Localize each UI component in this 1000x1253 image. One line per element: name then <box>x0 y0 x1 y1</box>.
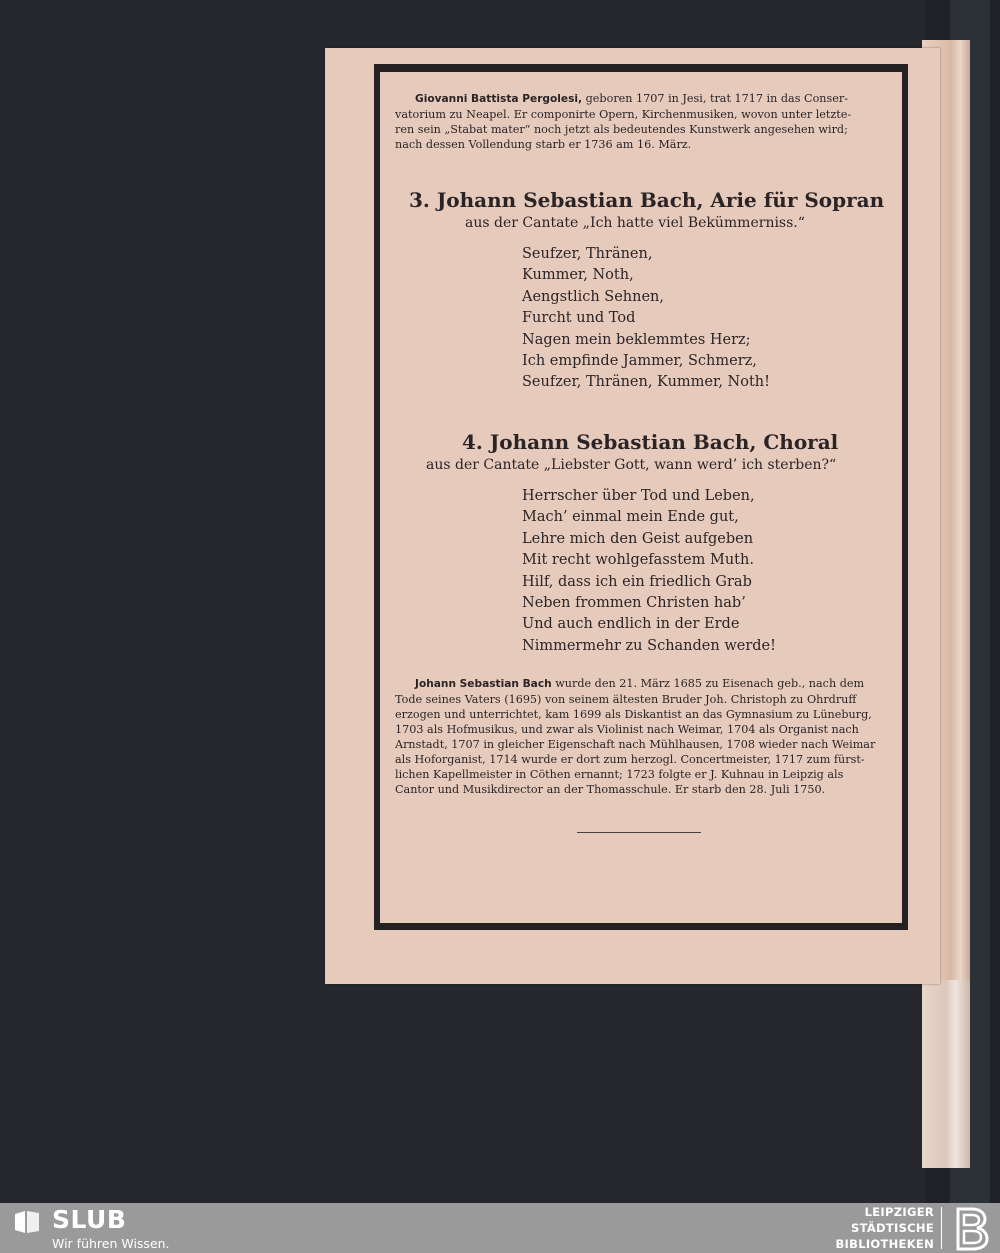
intro-line-3: ren sein „Stabat mater“ noch jetzt als bedeutendes Kunstwerk angesehen wird; <box>395 123 848 136</box>
verse-line: Lehre mich den Geist aufgeben <box>522 530 754 547</box>
verse-line: Neben frommen Christen hab’ <box>522 595 746 612</box>
verse-line: Kummer, Noth, <box>522 267 634 284</box>
verse-line: Mit recht wohlgefasstem Muth. <box>522 552 754 569</box>
bio-line-1: wurde den 21. März 1685 zu Eisenach geb., nach dem <box>555 677 865 690</box>
slub-title[interactable]: SLUB <box>52 1205 127 1234</box>
intro-line-4: nach dessen Vollendung starb er 1736 am 16. März. <box>395 138 692 151</box>
verse-line: Ich empfinde Jammer, Schmerz, <box>522 353 757 370</box>
bio-line-7: lichen Kapellmeister in Cöthen ernannt; 1723 folgte er J. Kuhnau in Leipzig als <box>395 768 844 781</box>
slub-book-icon[interactable] <box>13 1210 41 1234</box>
pergolesi-name: Giovanni Battista Pergolesi, <box>415 93 583 105</box>
library-name-line: STÄDTISCHE <box>850 1221 934 1235</box>
piece-3-subheading: aus der Cantate „Ich hatte viel Bekümmerniss.“ <box>465 215 805 231</box>
closing-rule <box>577 832 701 833</box>
piece-4-subheading: aus der Cantate „Liebster Gott, wann werd’ ich sterben?“ <box>426 457 837 473</box>
piece-4-verse <box>522 486 776 657</box>
verse-line: Seufzer, Thränen, <box>522 246 653 262</box>
verse-line: Aengstlich Sehnen, <box>522 288 665 305</box>
footer-divider <box>941 1207 942 1249</box>
intro-line-1: geboren 1707 in Jesi, trat 1717 in das Conser- <box>585 92 849 105</box>
library-name-line: BIBLIOTHEKEN <box>835 1237 934 1251</box>
bio-line-5: Arnstadt, 1707 in gleicher Eigenschaft nach Mühlhausen, 1708 wieder nach Weimar <box>395 738 876 751</box>
library-name[interactable] <box>834 1204 934 1252</box>
library-b-logo-icon[interactable] <box>950 1206 992 1252</box>
bio-line-4: 1703 als Hofmusikus, und zwar als Violinist nach Weimar, 1704 als Organist nach <box>395 723 859 736</box>
verse-line: Nagen mein beklemmtes Herz; <box>522 331 751 348</box>
bach-name: Johann Sebastian Bach <box>415 678 552 690</box>
bio-line-3: erzogen und unterrichtet, kam 1699 als Diskantist an das Gymnasium zu Lüneburg, <box>395 708 872 721</box>
bio-line-8: Cantor und Musikdirector an der Thomasschule. Er starb den 28. Juli 1750. <box>395 783 826 796</box>
library-name-line: LEIPZIGER <box>864 1205 934 1219</box>
verse-line: Herrscher über Tod und Leben, <box>522 488 755 504</box>
verse-line: Und auch endlich in der Erde <box>522 616 740 633</box>
bach-biography <box>395 676 885 797</box>
slub-tagline: Wir führen Wissen. <box>52 1236 170 1251</box>
verse-line: Seufzer, Thränen, Kummer, Noth! <box>522 374 770 391</box>
piece-3-verse <box>522 244 770 394</box>
intro-line-2: vatorium zu Neapel. Er componirte Opern, Kirchenmusiken, wovon unter letzte- <box>395 108 852 121</box>
verse-line: Mach’ einmal mein Ende gut, <box>522 509 739 526</box>
adjacent-page-edges-lower <box>922 980 970 1168</box>
verse-line: Nimmermehr zu Schanden werde! <box>522 637 776 654</box>
piece-4-heading: 4. Johann Sebastian Bach, Choral <box>462 430 839 454</box>
verse-line: Furcht und Tod <box>522 310 636 327</box>
bio-line-2: Tode seines Vaters (1695) von seinem ältesten Bruder Joh. Christoph zu Ohrdruff <box>395 693 857 706</box>
bio-line-6: als Hoforganist, 1714 wurde er dort zum herzogl. Concertmeister, 1717 zum fürst- <box>395 753 865 766</box>
verse-line: Hilf, dass ich ein friedlich Grab <box>522 573 752 590</box>
pergolesi-note <box>395 91 885 152</box>
piece-3-heading: 3. Johann Sebastian Bach, Arie für Sopran <box>409 188 885 212</box>
